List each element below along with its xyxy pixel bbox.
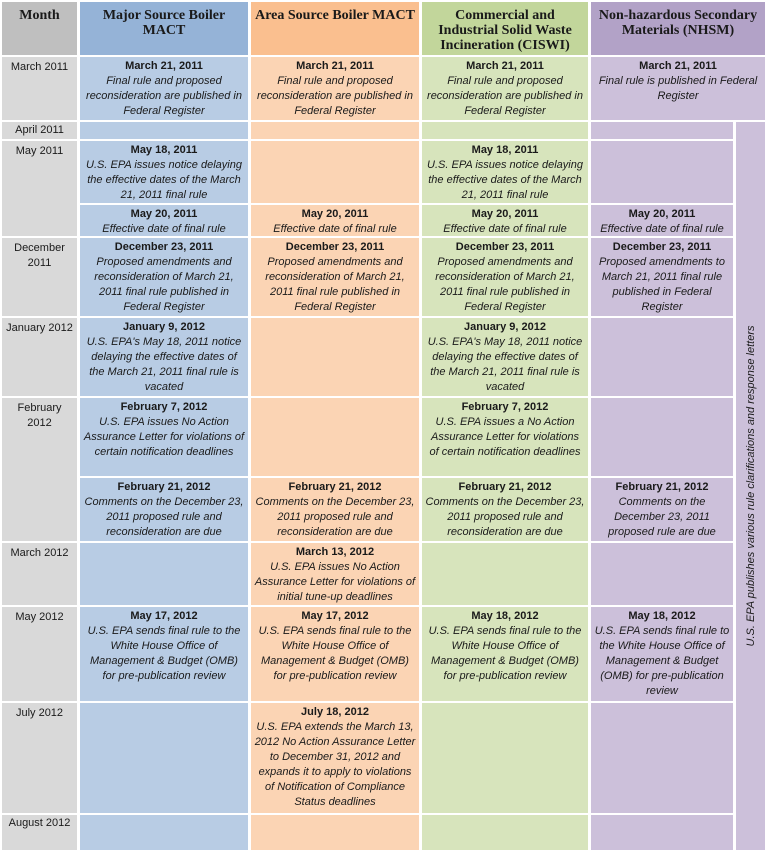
entry-nhsm-mar2012 <box>591 543 733 605</box>
header-month: Month <box>2 2 77 55</box>
entry-text: Comments on the December 23, 2011 proposed rule are due <box>608 496 716 538</box>
entry-text: Proposed amendments and reconsideration of March 21, 2011 final rule published in Federal Register <box>94 256 234 313</box>
entry-major-may2012 <box>80 607 248 701</box>
entry-area-mar2011 <box>251 57 419 120</box>
entry-text: U.S. EPA's May 18, 2011 notice delaying the effective dates of the March 21, 2011 final rule is vacated <box>427 336 583 393</box>
entry-nhsm-dec2011 <box>591 238 733 316</box>
month-february-2012: February 2012 <box>2 398 77 541</box>
entry-ciswi-may2012 <box>422 607 588 701</box>
entry-text: Final rule and proposed reconsideration are published in Federal Register <box>257 75 413 117</box>
entry-date: May 20, 2011 <box>130 208 198 220</box>
entry-ciswi-may20-2011 <box>422 205 588 236</box>
entry-ciswi-feb21-2012 <box>422 478 588 541</box>
month-march-2012: March 2012 <box>2 543 77 605</box>
entry-area-jan2012 <box>251 318 419 396</box>
entry-text: Effective date of final rule <box>102 223 226 235</box>
entry-date: May 18, 2011 <box>130 144 198 156</box>
entry-date: February 21, 2012 <box>288 481 382 493</box>
entry-major-mar2012 <box>80 543 248 605</box>
entry-area-may2012 <box>251 607 419 701</box>
entry-date: May 20, 2011 <box>628 208 696 220</box>
entry-text: U.S. EPA issues No Action Assurance Letter for violations of initial tune-up deadlines <box>254 561 416 603</box>
entry-text: U.S. EPA sends final rule to the White House Office of Management & Budget (OMB) for pre-publication review <box>87 625 241 682</box>
entry-date: December 23, 2011 <box>285 241 385 253</box>
header-ciswi: Commercial and Industrial Solid Waste Incineration (CISWI) <box>422 2 588 55</box>
entry-nhsm-mar2011 <box>591 57 765 120</box>
entry-area-may20-2011 <box>251 205 419 236</box>
entry-ciswi-jan2012 <box>422 318 588 396</box>
entry-date: March 21, 2011 <box>296 60 374 72</box>
entry-nhsm-feb21-2012 <box>591 478 733 541</box>
entry-date: December 23, 2011 <box>612 241 712 253</box>
entry-major-jan2012 <box>80 318 248 396</box>
entry-major-feb7-2012 <box>80 398 248 476</box>
entry-area-feb21-2012 <box>251 478 419 541</box>
entry-date: January 9, 2012 <box>123 321 205 333</box>
entry-text: Proposed amendments to March 21, 2011 final rule published in Federal Register <box>599 256 725 313</box>
entry-date: February 21, 2012 <box>458 481 552 493</box>
entry-major-jul2012 <box>80 703 248 813</box>
entry-text: Effective date of final rule <box>600 223 724 235</box>
entry-area-mar2012 <box>251 543 419 605</box>
entry-text: U.S. EPA issues No Action Assurance Letter for violations of certain notification deadlines <box>83 416 245 458</box>
entry-text: Proposed amendments and reconsideration of March 21, 2011 final rule published in Federal Register <box>435 256 575 313</box>
entry-date: March 21, 2011 <box>466 60 544 72</box>
entry-date: May 17, 2012 <box>130 610 198 622</box>
entry-text: Effective date of final rule <box>443 223 567 235</box>
entry-text: U.S. EPA issues notice delaying the effective dates of the March 21, 2011 final rule <box>86 159 242 201</box>
entry-nhsm-may20-2011 <box>591 205 733 236</box>
entry-date: May 17, 2012 <box>301 610 369 622</box>
month-january-2012: January 2012 <box>2 318 77 396</box>
entry-text: U.S. EPA issues a No Action Assurance Letter for violations of certain notification deadlines <box>429 416 581 458</box>
entry-area-apr2011 <box>251 122 419 139</box>
entry-date: March 21, 2011 <box>125 60 203 72</box>
entry-nhsm-may18-2011 <box>591 141 733 203</box>
entry-text: Final rule and proposed reconsideration are published in Federal Register <box>427 75 583 117</box>
entry-text: U.S. EPA sends final rule to the White House Office of Management & Budget (OMB) for pre-publication review <box>594 625 730 697</box>
entry-date: May 20, 2011 <box>301 208 369 220</box>
month-may-2011: May 2011 <box>2 141 77 236</box>
entry-date: February 7, 2012 <box>120 401 208 413</box>
entry-major-may20-2011 <box>80 205 248 236</box>
entry-date: March 13, 2012 <box>295 546 375 558</box>
side-note-text: U.S. EPA publishes various rule clarifications and response letters <box>744 325 757 647</box>
entry-text: U.S. EPA sends final rule to the White House Office of Management & Budget (OMB) for pre-publication review <box>258 625 412 682</box>
entry-ciswi-may18-2011 <box>422 141 588 203</box>
entry-date: February 7, 2012 <box>461 401 549 413</box>
entry-nhsm-apr2011 <box>591 122 733 139</box>
entry-text: Final rule is published in Federal Register <box>598 75 758 102</box>
entry-text: Comments on the December 23, 2011 proposed rule and reconsideration are due <box>255 496 415 538</box>
entry-ciswi-feb7-2012 <box>422 398 588 476</box>
entry-date: February 21, 2012 <box>117 481 211 493</box>
entry-area-aug2012 <box>251 815 419 850</box>
month-december-2011: December 2011 <box>2 238 77 316</box>
month-may-2012: May 2012 <box>2 607 77 701</box>
header-area-source: Area Source Boiler MACT <box>251 2 419 55</box>
month-march-2011: March 2011 <box>2 57 77 120</box>
entry-date: March 21, 2011 <box>639 60 717 72</box>
entry-text: Effective date of final rule <box>273 223 397 235</box>
entry-area-jul2012 <box>251 703 419 813</box>
header-nhsm: Non-hazardous Secondary Materials (NHSM) <box>591 2 765 55</box>
entry-text: Comments on the December 23, 2011 proposed rule and reconsideration are due <box>84 496 244 538</box>
entry-ciswi-dec2011 <box>422 238 588 316</box>
entry-date: May 18, 2011 <box>471 144 539 156</box>
entry-major-may18-2011 <box>80 141 248 203</box>
entry-major-feb21-2012 <box>80 478 248 541</box>
entry-major-apr2011 <box>80 122 248 139</box>
entry-major-mar2011 <box>80 57 248 120</box>
entry-major-aug2012 <box>80 815 248 850</box>
entry-ciswi-mar2011 <box>422 57 588 120</box>
entry-text: U.S. EPA sends final rule to the White House Office of Management & Budget (OMB) for pre-publication review <box>428 625 582 682</box>
entry-ciswi-jul2012 <box>422 703 588 813</box>
entry-date: May 18, 2012 <box>628 610 696 622</box>
entry-date: December 23, 2011 <box>114 241 214 253</box>
entry-date: February 21, 2012 <box>615 481 709 493</box>
month-april-2011: April 2011 <box>2 122 77 139</box>
header-major-source: Major Source Boiler MACT <box>80 2 248 55</box>
entry-text: Final rule and proposed reconsideration are published in Federal Register <box>86 75 242 117</box>
entry-ciswi-aug2012 <box>422 815 588 850</box>
entry-area-dec2011 <box>251 238 419 316</box>
entry-area-feb7-2012 <box>251 398 419 476</box>
entry-nhsm-jul2012 <box>591 703 733 813</box>
entry-area-may18-2011 <box>251 141 419 203</box>
entry-text: U.S. EPA issues notice delaying the effective dates of the March 21, 2011 final rule <box>427 159 583 201</box>
month-july-2012: July 2012 <box>2 703 77 813</box>
entry-date: July 18, 2012 <box>301 706 369 718</box>
month-august-2012: August 2012 <box>2 815 77 850</box>
entry-ciswi-apr2011 <box>422 122 588 139</box>
side-note-column <box>736 122 765 850</box>
entry-nhsm-may2012 <box>591 607 733 701</box>
entry-ciswi-mar2012 <box>422 543 588 605</box>
entry-text: Proposed amendments and reconsideration of March 21, 2011 final rule published in Federal Register <box>265 256 405 313</box>
entry-nhsm-jan2012 <box>591 318 733 396</box>
entry-text: U.S. EPA extends the March 13, 2012 No Action Assurance Letter to December 31, 2012 and expands it to apply to violations of Notification of Compliance Status deadlines <box>254 721 416 808</box>
entry-date: December 23, 2011 <box>455 241 555 253</box>
entry-date: May 20, 2011 <box>471 208 539 220</box>
entry-text: Comments on the December 23, 2011 proposed rule and reconsideration are due <box>425 496 585 538</box>
entry-text: U.S. EPA's May 18, 2011 notice delaying the effective dates of the March 21, 2011 final rule is vacated <box>86 336 242 393</box>
entry-nhsm-aug2012 <box>591 815 733 850</box>
entry-nhsm-feb7-2012 <box>591 398 733 476</box>
entry-date: May 18, 2012 <box>471 610 539 622</box>
entry-date: January 9, 2012 <box>464 321 546 333</box>
entry-major-dec2011 <box>80 238 248 316</box>
